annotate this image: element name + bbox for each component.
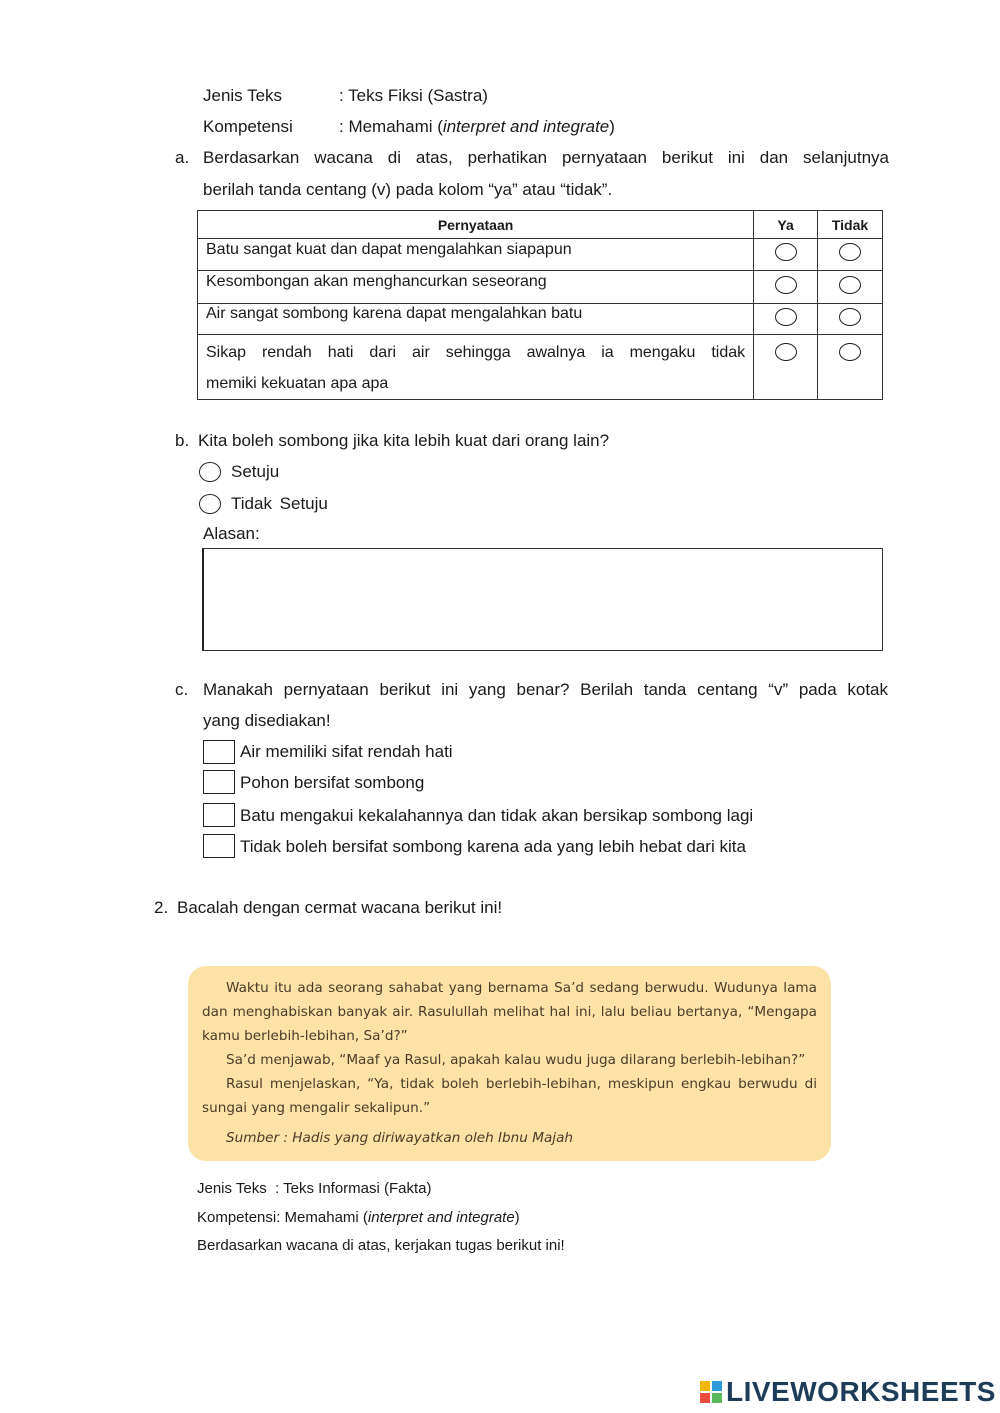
option-c-1: Air memiliki sifat rendah hati	[240, 742, 453, 761]
jenis-teks-2: Jenis Teks : Teks Informasi (Fakta)	[197, 1180, 432, 1197]
question-a-line2: berilah tanda centang (v) pada kolom “ya” atau “tidak”.	[203, 180, 613, 199]
statement-2: Kesombongan akan menghancurkan seseorang	[198, 271, 754, 304]
alasan-label: Alasan:	[203, 524, 260, 543]
logo-mark-icon	[700, 1381, 722, 1403]
statement-table	[197, 210, 883, 400]
statement-4-line1: Sikap rendah hati dari air sehingga awalnya ia mengaku tidak	[206, 344, 746, 361]
radio-tidak-2[interactable]	[839, 276, 861, 294]
question-2-marker: 2.	[154, 898, 169, 917]
table-header-row	[198, 211, 883, 239]
question-b-marker: b.	[175, 431, 190, 450]
question-a-line1: Berdasarkan wacana di atas, perhatikan pernyataan berikut ini dan selanjutnya	[203, 148, 889, 167]
passage-box	[188, 966, 831, 1161]
statement-3: Air sangat sombong karena dapat mengalahkan batu	[198, 304, 754, 335]
jenis-teks-value: : Teks Fiksi (Sastra)	[339, 86, 488, 105]
table-row	[198, 335, 883, 400]
passage-paragraph-1: Waktu itu ada seorang sahabat yang bernama Sa’d sedang berwudu. Wudunya lama dan menghabiskan banyak air. Rasulullah melihat hal ini, lalu beliau bertanya, “Mengapa kamu berlebih-lebihan, Sa’d?”	[202, 980, 817, 1044]
alasan-answer-box[interactable]	[202, 548, 883, 651]
question-2-text: Bacalah dengan cermat wacana berikut ini!	[177, 898, 503, 917]
passage-paragraph-3: Rasul menjelaskan, “Ya, tidak boleh berlebih-lebihan, meskipun engkau berwudu di sungai yang mengalir sekalipun.”	[202, 1076, 817, 1116]
statement-4-line2: memiki kekuatan apa apa	[206, 375, 389, 392]
radio-ya-2[interactable]	[775, 276, 797, 294]
header-tidak: Tidak	[818, 211, 883, 239]
question-b-text: Kita boleh sombong jika kita lebih kuat dari orang lain?	[198, 431, 610, 450]
kompetensi-label: Kompetensi	[203, 117, 293, 136]
radio-tidak-1[interactable]	[839, 243, 861, 261]
header-ya: Ya	[754, 211, 818, 239]
kompetensi-2: Kompetensi: Memahami (interpret and integrate)	[197, 1209, 520, 1226]
header-pernyataan: Pernyataan	[198, 211, 754, 239]
radio-ya-3[interactable]	[775, 308, 797, 326]
radio-ya-1[interactable]	[775, 243, 797, 261]
radio-setuju[interactable]	[199, 462, 221, 482]
radio-tidak-3[interactable]	[839, 308, 861, 326]
checkbox-option-4[interactable]	[203, 834, 235, 858]
question-a-marker: a.	[175, 148, 190, 167]
passage-source: Sumber : Hadis yang diriwayatkan oleh Ibnu Majah	[226, 1130, 574, 1146]
option-c-2: Pohon bersifat sombong	[240, 773, 425, 792]
statement-1: Batu sangat kuat dan dapat mengalahkan siapapun	[198, 239, 754, 271]
radio-tidak-4[interactable]	[839, 343, 861, 361]
question-c-marker: c.	[175, 680, 189, 699]
passage-paragraph-2: Sa’d menjawab, “Maaf ya Rasul, apakah kalau wudu juga dilarang berlebih-lebihan?”	[226, 1052, 806, 1068]
radio-ya-4[interactable]	[775, 343, 797, 361]
question-c-line2: yang disediakan!	[203, 711, 331, 730]
option-c-3: Batu mengakui kekalahannya dan tidak akan bersikap sombong lagi	[240, 806, 754, 825]
instruction-2: Berdasarkan wacana di atas, kerjakan tugas berikut ini!	[197, 1237, 565, 1254]
logo-text: LIVEWORKSHEETS	[726, 1376, 996, 1407]
statement-4	[198, 335, 754, 400]
radio-tidak-setuju[interactable]	[199, 494, 221, 514]
kompetensi-value: : Memahami (interpret and integrate)	[339, 117, 615, 136]
option-c-4: Tidak boleh bersifat sombong karena ada yang lebih hebat dari kita	[240, 837, 746, 856]
checkbox-option-2[interactable]	[203, 770, 235, 794]
option-tidak-setuju: Tidak Setuju	[231, 494, 328, 513]
table-row	[198, 239, 883, 271]
checkbox-option-3[interactable]	[203, 803, 235, 827]
table-row	[198, 304, 883, 335]
liveworksheets-logo[interactable]	[700, 1377, 996, 1407]
table-row	[198, 271, 883, 304]
question-c-line1: Manakah pernyataan berikut ini yang benar? Berilah tanda centang “v” pada kotak	[203, 680, 888, 699]
option-setuju: Setuju	[231, 462, 280, 481]
jenis-teks-label: Jenis Teks	[203, 86, 283, 105]
checkbox-option-1[interactable]	[203, 740, 235, 764]
